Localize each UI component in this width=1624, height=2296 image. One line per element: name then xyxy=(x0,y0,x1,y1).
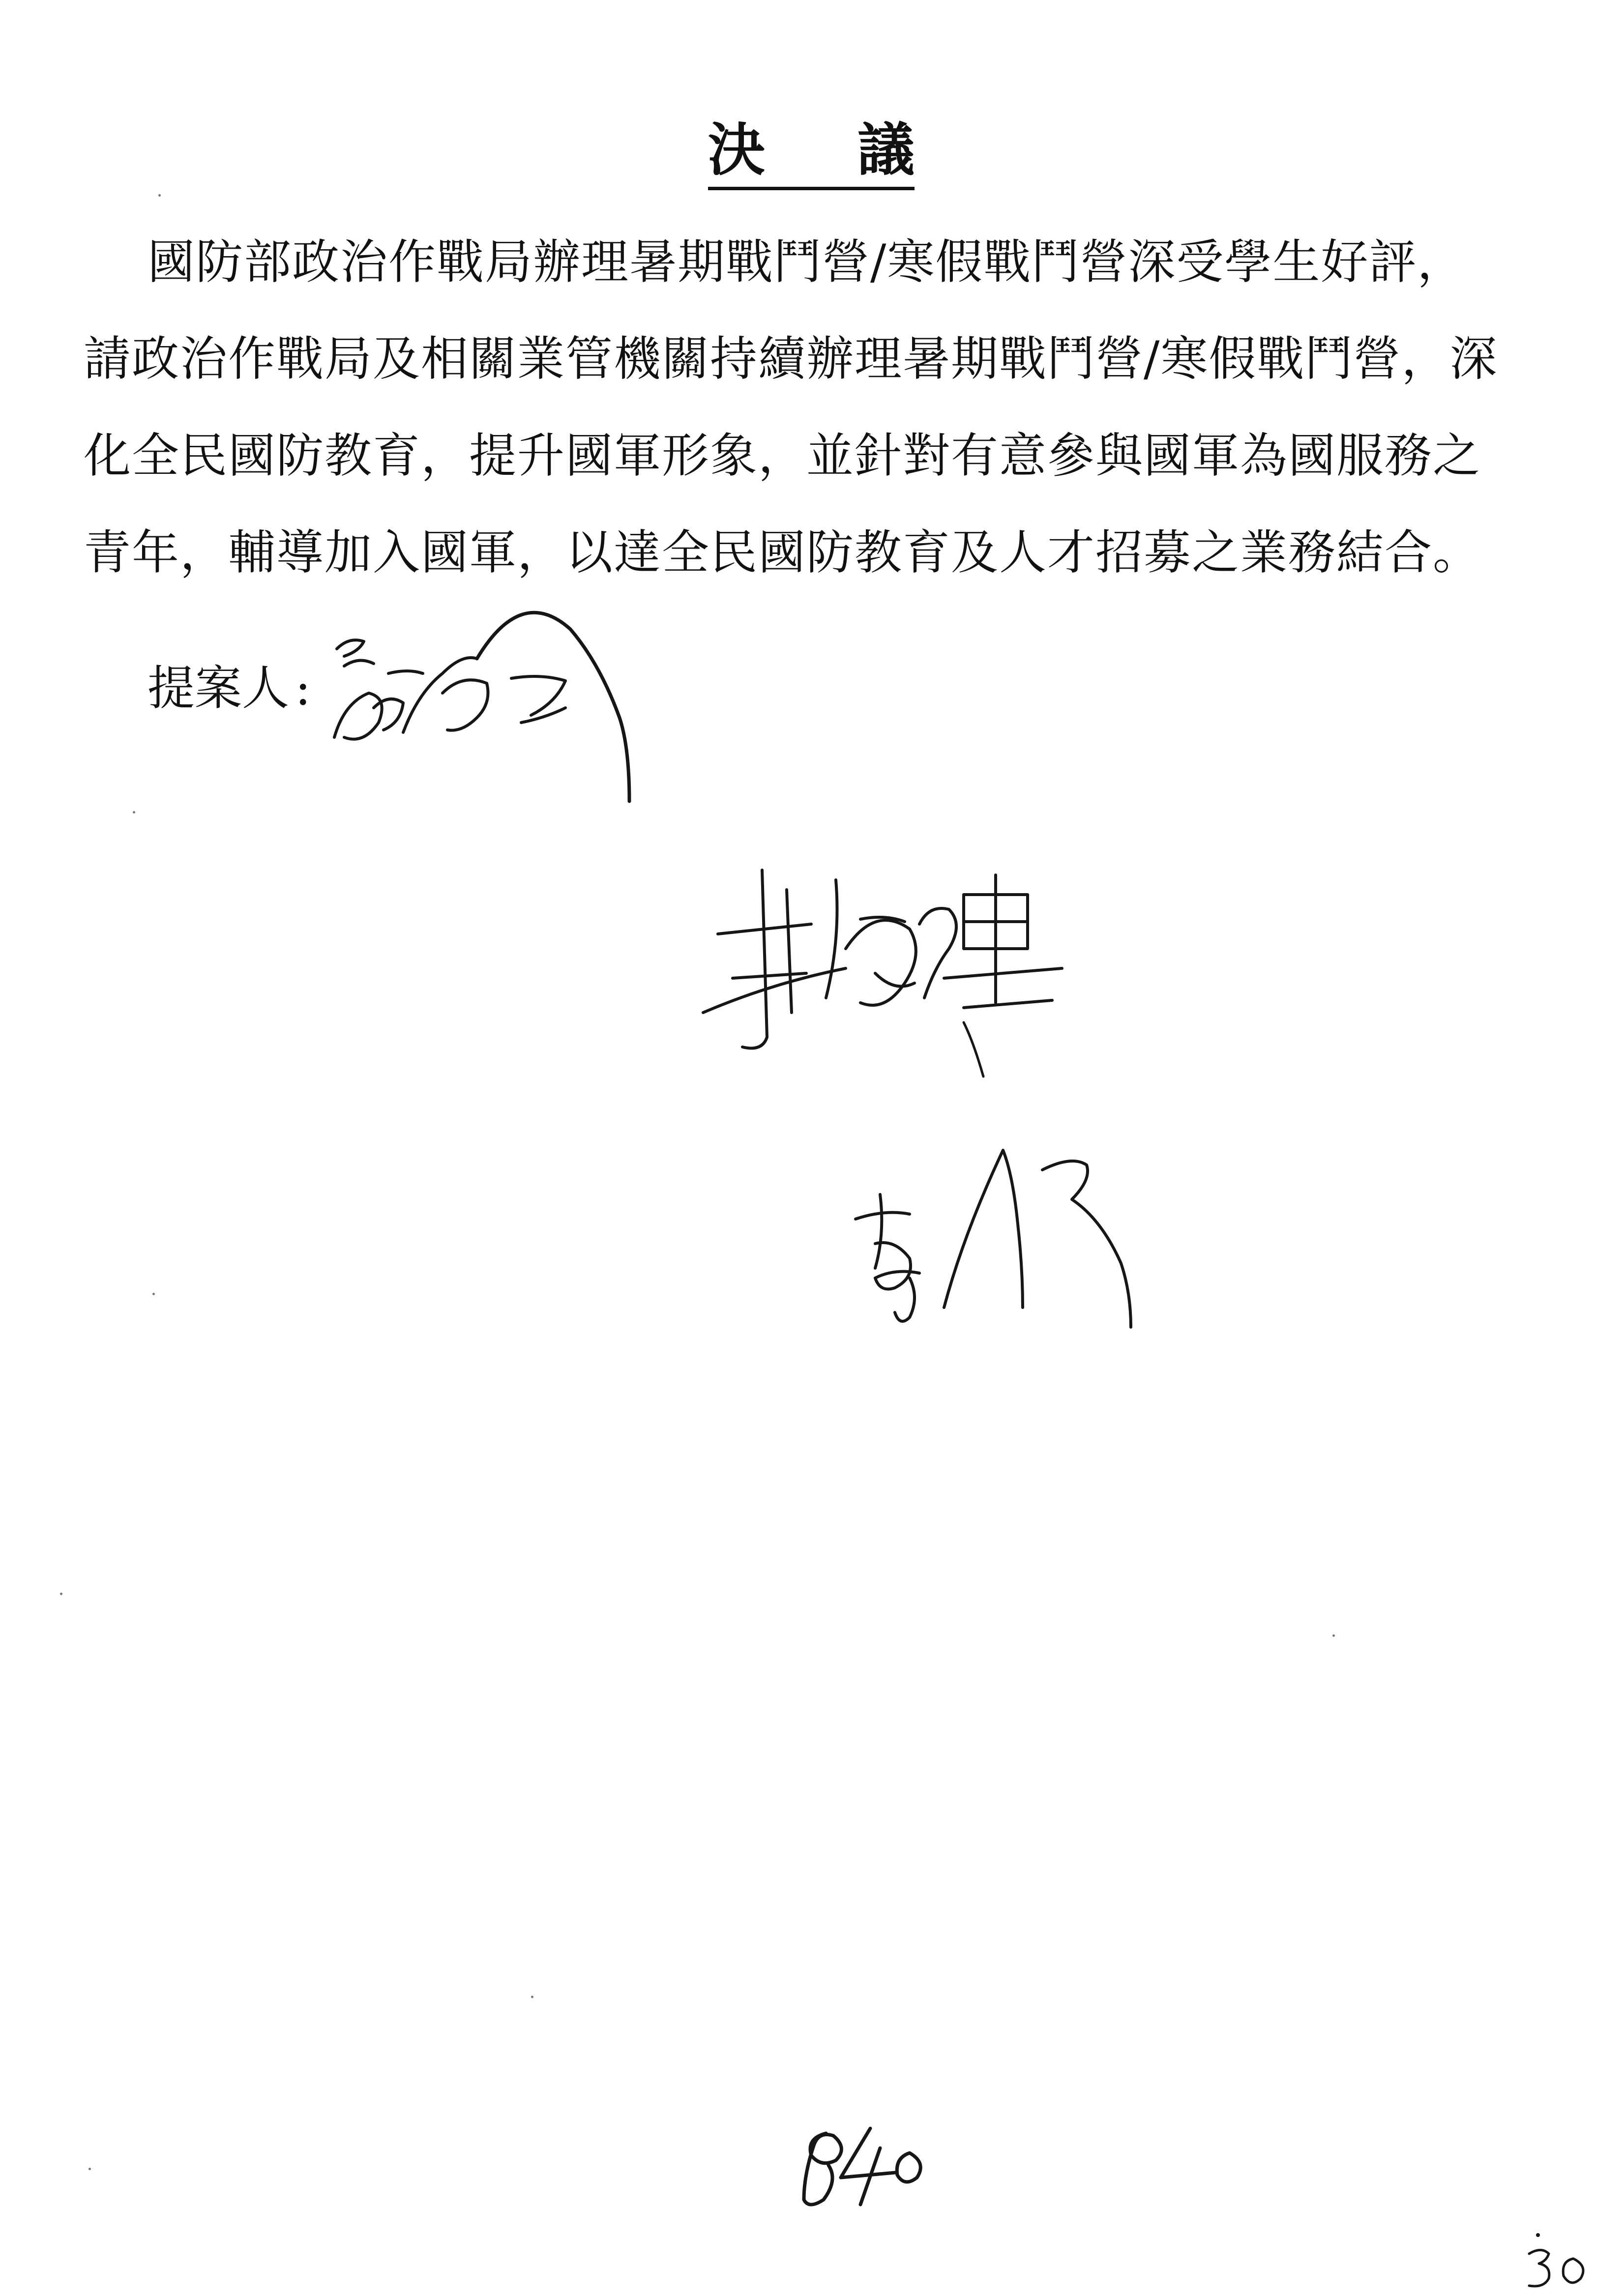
scan-speck xyxy=(158,194,161,197)
proposer-colon: : xyxy=(295,661,311,716)
corner-page-number xyxy=(1524,2229,1608,2288)
title-char-1: 決 xyxy=(708,116,765,183)
resolution-line-1: 國防部政治作戰局辦理暑期戰鬥營/寒假戰鬥營深受學生好評， xyxy=(148,234,1466,290)
document-title xyxy=(708,113,915,190)
handwritten-page-number xyxy=(797,2114,934,2212)
title-char-2: 議 xyxy=(857,116,915,183)
scan-speck xyxy=(531,1996,533,1998)
signature-1 xyxy=(688,850,1072,1081)
scan-speck xyxy=(1332,1634,1335,1637)
proposer-signature xyxy=(315,575,659,757)
scan-speck xyxy=(89,2168,91,2170)
scan-speck xyxy=(133,811,135,814)
resolution-line-4: 青年，輔導加入國軍，以達全民國防教育及人才招募之業務結合。 xyxy=(84,525,1481,580)
scan-speck xyxy=(60,1593,62,1595)
resolution-line-3: 化全民國防教育，提升國軍形象，並針對有意參與國軍為國服務之 xyxy=(84,428,1481,483)
proposer-label: 提案人 xyxy=(148,661,289,716)
resolution-line-2: 請政治作戰局及相關業管機關持續辦理暑期戰鬥營/寒假戰鬥營，深 xyxy=(84,331,1498,386)
scan-speck xyxy=(152,1293,155,1295)
signature-2 xyxy=(846,1145,1165,1342)
